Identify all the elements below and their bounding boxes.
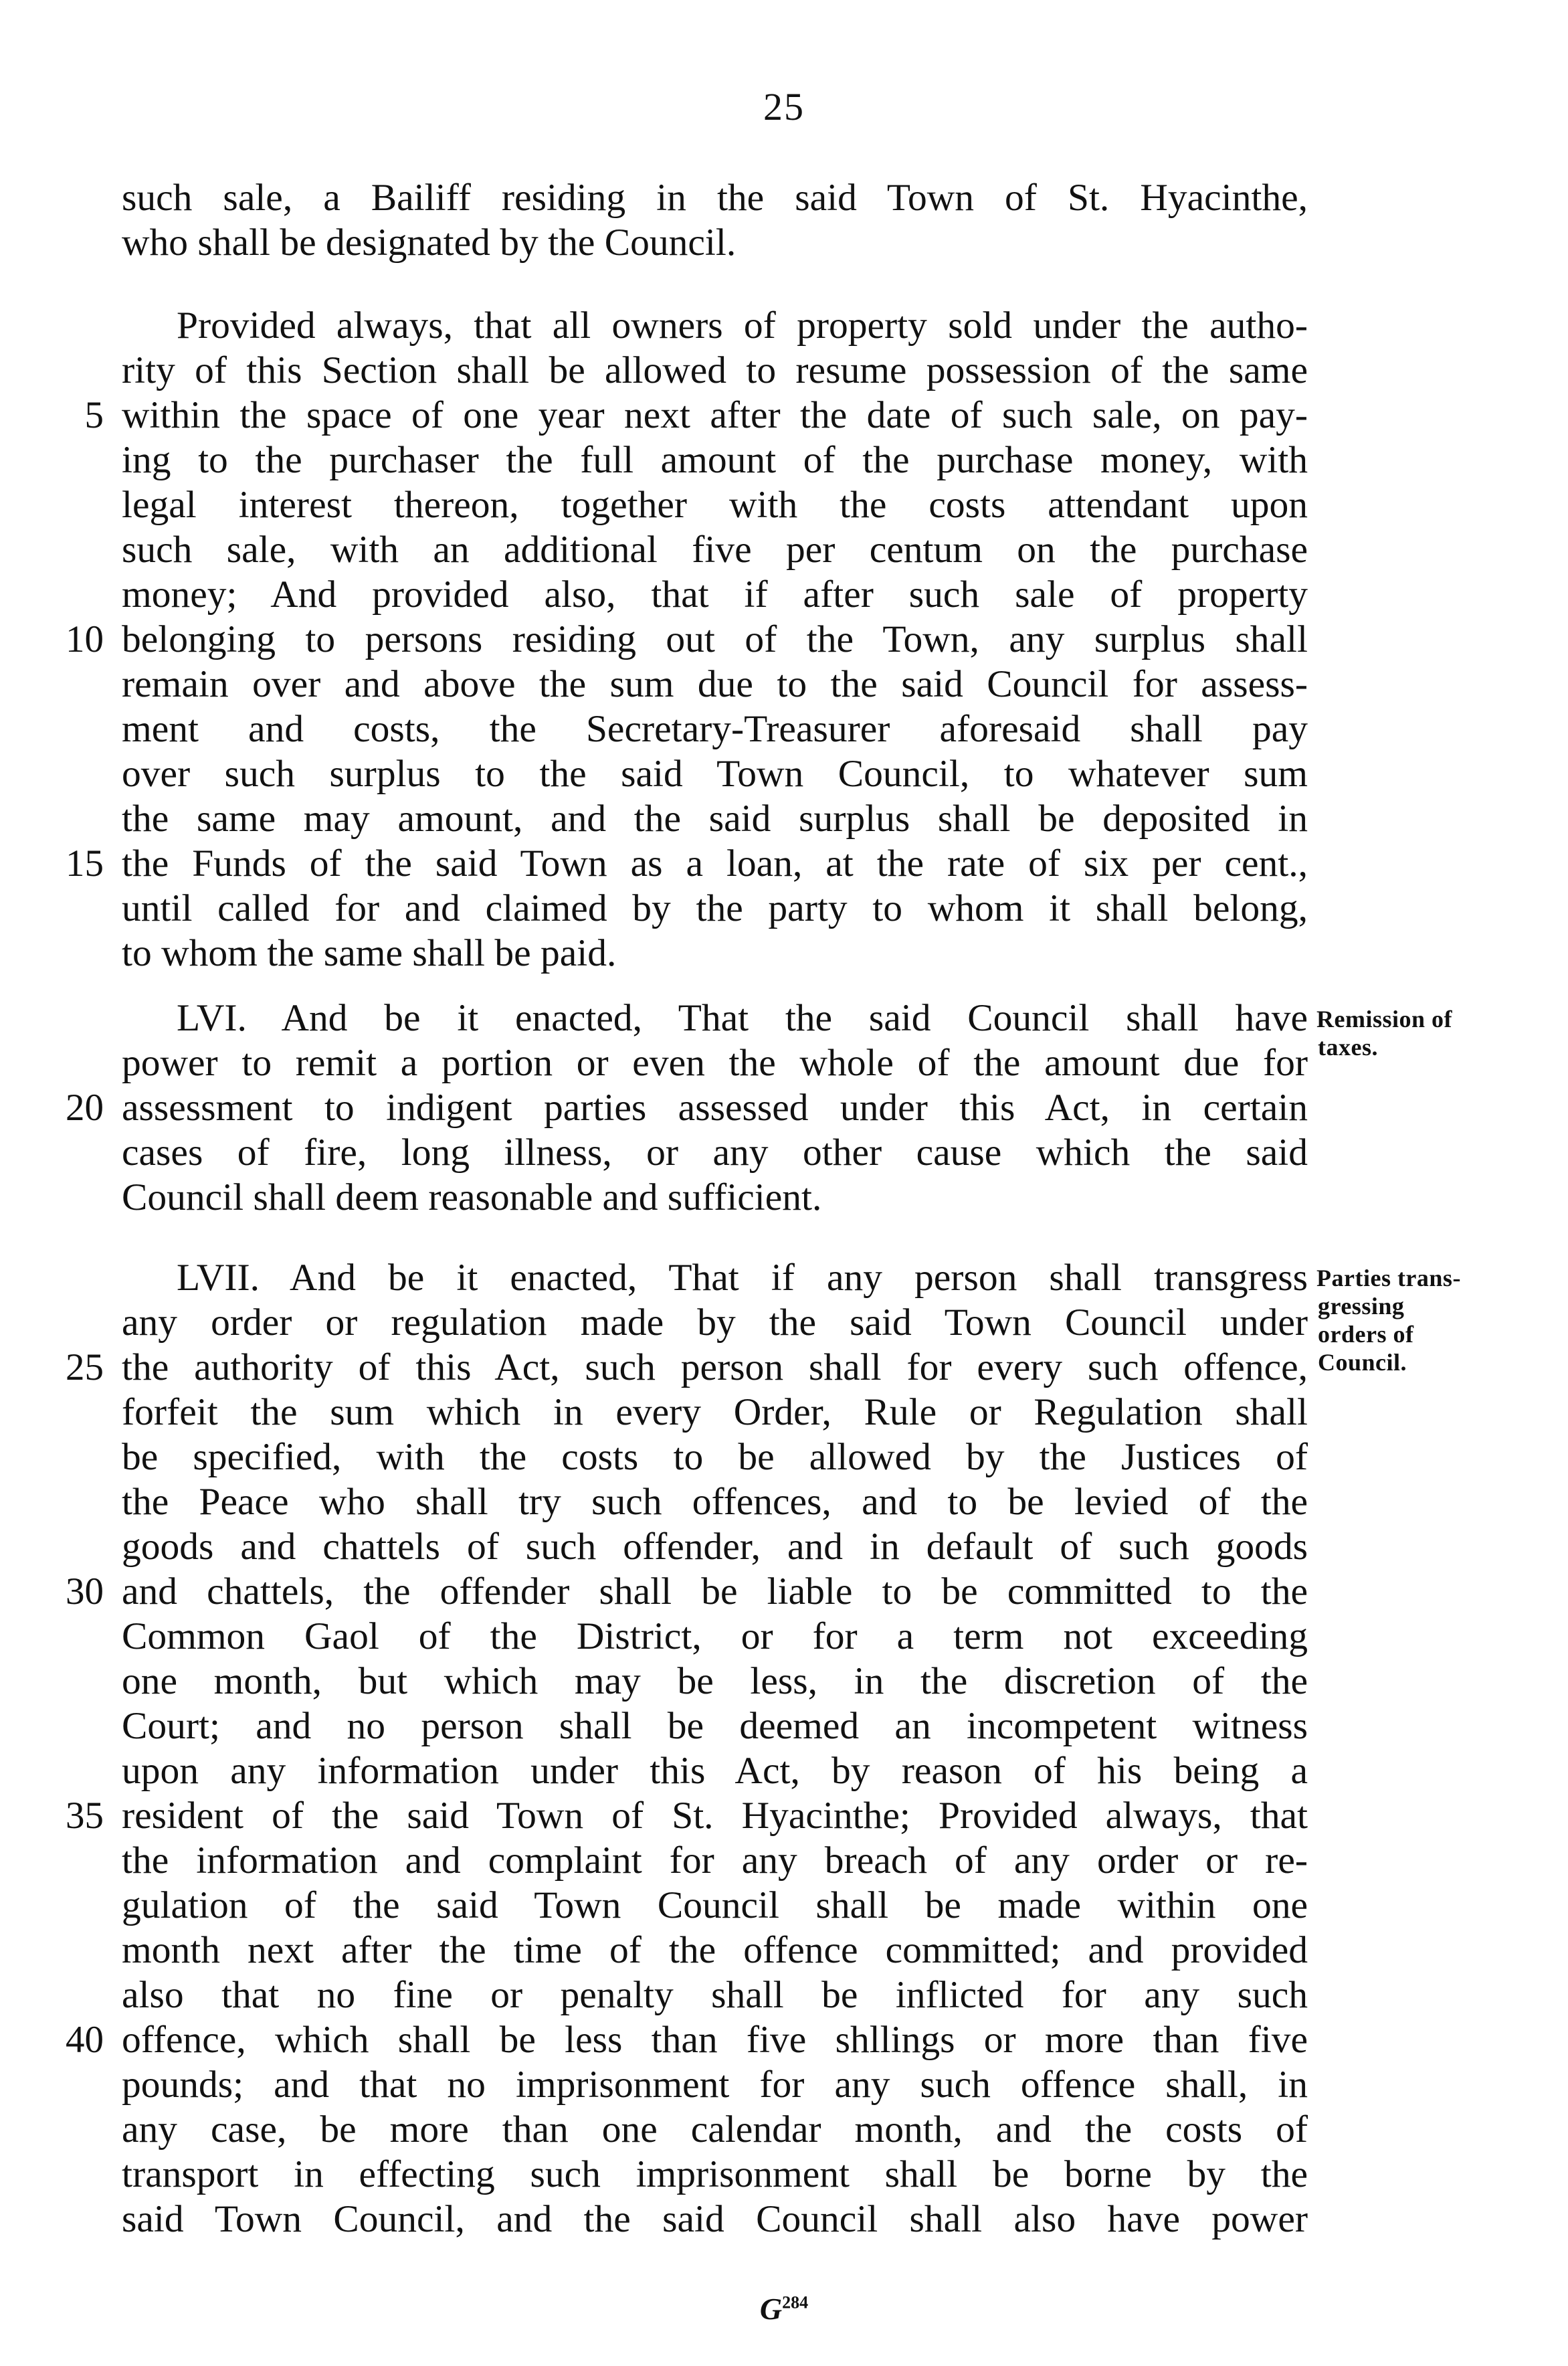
text-line: be specified, with the costs to be allowed by the Justices of [122, 1436, 1308, 1478]
margin-note-parties [1316, 1264, 1461, 1376]
text-line: remain over and above the sum due to the said Council for assess- [122, 663, 1308, 705]
section-lvi [66, 996, 1308, 1220]
text-line: such sale, a Bailiff residing in the said Town of St. Hyacinthe, [122, 177, 1308, 219]
line-number: 30 [66, 1570, 104, 1613]
text-line: forfeit the sum which in every Order, Rule or Regulation shall [122, 1391, 1308, 1433]
line-number: 10 [66, 618, 104, 660]
margin-note-line: orders of [1318, 1321, 1414, 1348]
text-line: said Town Council, and the said Council shall also have power [122, 2198, 1308, 2240]
line-number: 20 [66, 1087, 104, 1129]
text-line: the Peace who shall try such offences, and to be levied of the [122, 1481, 1308, 1523]
text-line: cases of fire, long illness, or any other cause which the said [122, 1131, 1308, 1174]
text-line: to whom the same shall be paid. [122, 932, 617, 974]
text-line: power to remit a portion or even the whole of the amount due for [122, 1042, 1308, 1084]
text-line: money; And provided also, that if after such sale of property [122, 573, 1308, 616]
text-line [122, 2242, 1308, 2286]
text-line: Provided always, that all owners of property sold under the autho- [177, 304, 1308, 347]
paragraph-continuation [122, 175, 1308, 265]
text-line: month next after the time of the offence committed; and provided [122, 1929, 1308, 1971]
page-number: 25 [763, 85, 805, 128]
text-line: such sale, with an additional five per centum on the purchase [122, 529, 1308, 571]
text-line: ing to the purchaser the full amount of the purchase money, with [122, 439, 1308, 481]
text-line: goods and chattels of such offender, and in default of such goods [122, 1526, 1308, 1568]
text-line: LVII. And be it enacted, That if any person shall transgress [177, 1257, 1308, 1299]
signature-mark [0, 2291, 1568, 2327]
text-line: transport in effecting such imprisonment shall be borne by the [122, 2153, 1308, 2195]
text-line: until called for and claimed by the party to whom it shall belong, [122, 887, 1308, 929]
text-line: pounds; and that no imprisonment for any such offence shall, in [122, 2064, 1308, 2106]
text-line: who shall be designated by the Council. [122, 221, 737, 264]
margin-note-line: Council. [1318, 1349, 1407, 1376]
text-line: Court; and no person shall be deemed an incompetent witness [122, 1705, 1308, 1747]
text-line: upon any information under this Act, by reason of his being a [122, 1750, 1308, 1792]
line-number: 40 [66, 2019, 104, 2061]
text-line: and chattels, the offender shall be liable to be committed to the [122, 1570, 1308, 1613]
text-line: assessment to indigent parties assessed under this Act, in certain [122, 1087, 1308, 1129]
text-line: legal interest thereon, together with the costs attendant upon [122, 484, 1308, 526]
text-line: the Funds of the said Town as a loan, at the rate of six per cent., [122, 842, 1308, 885]
margin-note-line: taxes. [1318, 1034, 1378, 1061]
text-line: any order or regulation made by the said Town Council under [122, 1301, 1308, 1344]
text-line: one month, but which may be less, in the discretion of the [122, 1660, 1308, 1702]
signature-number: 284 [782, 2292, 809, 2312]
text-line: resident of the said Town of St. Hyacinthe; Provided always, that [122, 1795, 1308, 1837]
margin-note-line: gressing [1318, 1293, 1405, 1320]
text-line: ment and costs, the Secretary-Treasurer aforesaid shall pay [122, 708, 1308, 750]
paragraph-proviso [66, 303, 1308, 976]
section-lvii [66, 1255, 1308, 2331]
line-number: 15 [66, 842, 104, 885]
text-line: the authority of this Act, such person shall for every such offence, [122, 1346, 1308, 1388]
line-number: 5 [84, 394, 104, 436]
text-line: gulation of the said Town Council shall be made within one [122, 1884, 1308, 1926]
text-line: any case, be more than one calendar month, and the costs of [122, 2108, 1308, 2151]
text-line: LVI. And be it enacted, That the said Council shall have [177, 997, 1308, 1039]
text-line: offence, which shall be less than five shllings or more than five [122, 2019, 1308, 2061]
signature-letter: G [759, 2292, 783, 2326]
text-line: the same may amount, and the said surplus shall be deposited in [122, 798, 1308, 840]
margin-note-line: Parties trans- [1316, 1265, 1461, 1291]
text-line: Council shall deem reasonable and sufficient. [122, 1176, 822, 1218]
text-line: rity of this Section shall be allowed to resume possession of the same [122, 349, 1308, 391]
margin-note-line: Remission of [1316, 1006, 1452, 1032]
text-line: within the space of one year next after the date of such sale, on pay- [122, 394, 1308, 436]
line-number: 25 [66, 1346, 104, 1388]
line-number: 35 [66, 1795, 104, 1837]
text-line: belonging to persons residing out of the Town, any surplus shall [122, 618, 1308, 660]
text-line: over such surplus to the said Town Council, to whatever sum [122, 753, 1308, 795]
text-line: Common Gaol of the District, or for a term not exceeding [122, 1615, 1308, 1657]
margin-note-remission [1316, 1005, 1452, 1061]
text-line: the information and complaint for any breach of any order or re- [122, 1839, 1308, 1882]
text-line: also that no fine or penalty shall be inflicted for any such [122, 1974, 1308, 2016]
